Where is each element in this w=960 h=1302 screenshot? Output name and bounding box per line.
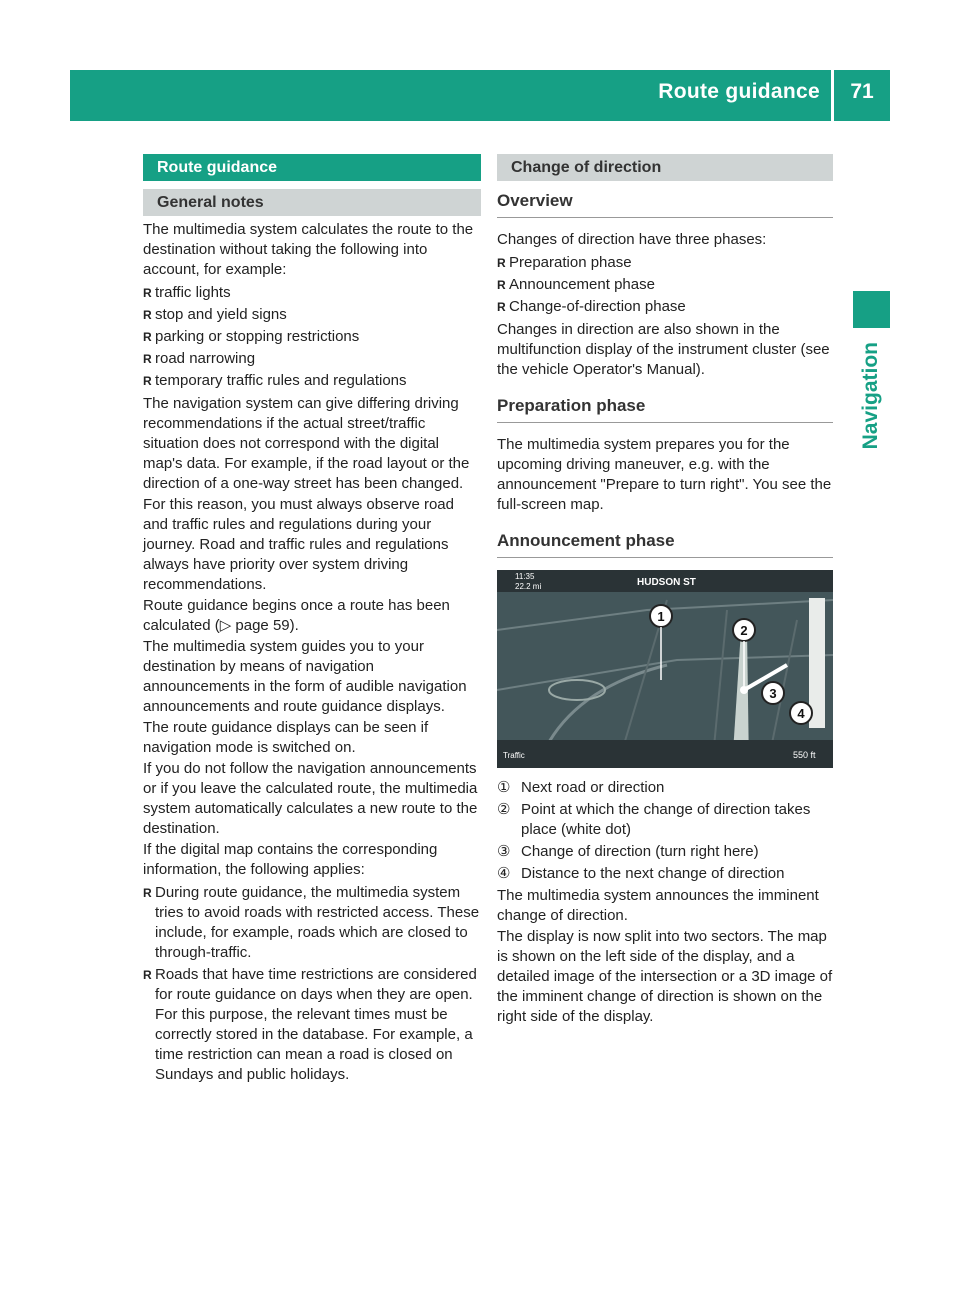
left-column — [143, 154, 481, 1088]
paragraph: The route guidance displays can be seen if navigation mode is switched on. — [143, 719, 429, 756]
side-tab-label: Navigation — [859, 342, 882, 450]
map-illustration — [497, 570, 833, 768]
caption-number: ④ — [497, 865, 511, 882]
applies-list — [143, 883, 481, 1085]
subsection-title: General notes — [143, 189, 481, 216]
caption-item — [497, 778, 833, 798]
caption-number: ② — [497, 801, 511, 818]
list-item: R traffic lights — [143, 283, 481, 303]
map-street-name: HUDSON ST — [637, 577, 696, 588]
list-item: R stop and yield signs — [143, 305, 481, 325]
paragraph: Changes in direction are also shown in the multifunction display of the instrument cluster (see the vehicle Operator's Manual). — [497, 321, 830, 378]
paragraph: Route guidance begins once a route has been calculated (▷ page 59). — [143, 597, 450, 634]
caption-text: Next road or direction — [521, 779, 665, 796]
paragraph: If the digital map contains the corresponding information, the following applies: — [143, 841, 438, 878]
header-title: Route guidance — [658, 80, 820, 103]
caption-number: ① — [497, 779, 511, 796]
caption-text: Change of direction (turn right here) — [521, 843, 759, 860]
paragraph: The multimedia system announces the imminent change of direction. — [497, 887, 819, 924]
map-time: 11:35 — [515, 572, 535, 581]
caption-item — [497, 842, 833, 862]
callout-2-label: 2 — [740, 623, 748, 638]
map-distance: 22.2 mi — [515, 582, 542, 591]
map-bottom-left: Traffic — [503, 751, 525, 760]
overview-heading: Overview — [497, 191, 833, 218]
list-item: R Preparation phase — [497, 253, 833, 273]
list-item: R road narrowing — [143, 349, 481, 369]
exceptions-list — [143, 283, 481, 391]
callout-3-label: 3 — [769, 686, 777, 701]
caption-item — [497, 864, 833, 884]
map-bottom-right: 550 ft — [793, 750, 816, 760]
caption-text: Distance to the next change of direction — [521, 865, 785, 882]
right-column — [497, 154, 833, 1028]
section-title: Change of direction — [497, 154, 833, 181]
paragraph: For this reason, you must always observe road and traffic rules and regulations during your journey. Road and traffic rules and regulations always have priority over system driving recommendations. — [143, 496, 454, 593]
list-item: R Change-of-direction phase — [497, 297, 833, 317]
navigation-map-figure — [497, 570, 833, 768]
list-item: R Roads that have time restrictions are considered for route guidance on days when they are open. For this purpose, the relevant times must be correctly stored in the database. For example, a time restriction can mean a road is closed on Sundays and public holidays. — [143, 965, 481, 1085]
announcement-heading: Announcement phase — [497, 531, 833, 558]
paragraph: Changes of direction have three phases: — [497, 231, 767, 248]
paragraph: The display is now split into two sectors. The map is shown on the left side of the display, and a detailed image of the intersection or a 3D image of the imminent change of direction is shown on the right side of the display. — [497, 928, 833, 1025]
paragraph: The navigation system can give differing driving recommendations if the actual street/traffic situation does not correspond with the digital map's data. For example, if the road layout or the direction of a one-way street has been changed. — [143, 395, 470, 492]
page-number: 71 — [850, 80, 874, 103]
preparation-heading: Preparation phase — [497, 396, 833, 423]
caption-item — [497, 800, 833, 840]
paragraph: If you do not follow the navigation announcements or if you leave the calculated route, the multimedia system automatically calculates a new route to the destination. — [143, 760, 478, 837]
section-title: Route guidance — [143, 154, 481, 181]
side-tab-marker — [853, 291, 890, 328]
intro-paragraph: The multimedia system calculates the route to the destination without taking the following into account, for example: — [143, 221, 474, 278]
caption-text: Point at which the change of direction takes place (white dot) — [521, 801, 811, 838]
list-item: R During route guidance, the multimedia system tries to avoid roads with restricted access. These include, for example, roads which are closed to through-traffic. — [143, 883, 481, 963]
paragraph: The multimedia system prepares you for the upcoming driving maneuver, e.g. with the announcement "Prepare to turn right". You see the full-screen map. — [497, 436, 832, 513]
callout-4-label: 4 — [797, 706, 805, 721]
list-item: R parking or stopping restrictions — [143, 327, 481, 347]
paragraph: The multimedia system guides you to your destination by means of navigation announcements in the form of audible navigation announcements and route guidance displays. — [143, 638, 467, 715]
side-tab — [843, 342, 899, 512]
phases-list — [497, 253, 833, 317]
caption-number: ③ — [497, 843, 511, 860]
callout-1-label: 1 — [657, 609, 665, 624]
list-item: R Announcement phase — [497, 275, 833, 295]
list-item: R temporary traffic rules and regulations — [143, 371, 481, 391]
